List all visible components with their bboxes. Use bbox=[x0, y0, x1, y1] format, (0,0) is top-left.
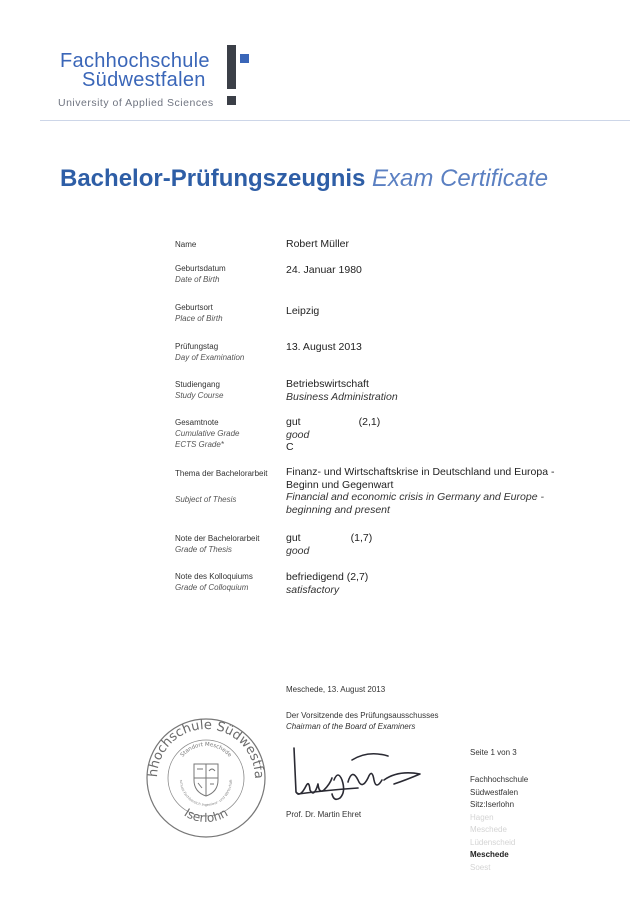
seal-ring-text: schuss Fachbereich Ingenieur- und Wirtschaft bbox=[178, 779, 234, 808]
label-name: Name bbox=[175, 240, 197, 249]
page-title bbox=[60, 165, 548, 193]
location-active: Meschede bbox=[470, 850, 509, 859]
label-ects-grade: ECTS Grade* bbox=[175, 440, 224, 449]
label-colloquium-grade-de: Note des Kolloquiums bbox=[175, 572, 253, 581]
institution-line-1: Fachhochschule bbox=[470, 775, 529, 784]
location-hagen: Hagen bbox=[470, 812, 494, 822]
location-luedenscheid: Lüdenscheid bbox=[470, 837, 516, 847]
label-thesis-topic-en-wrap bbox=[175, 494, 236, 505]
logo-line-2: Südwestfalen bbox=[82, 69, 206, 91]
value-thesis-topic-de-2: Beginn und Gegenwart bbox=[286, 478, 394, 491]
official-seal bbox=[144, 716, 268, 845]
institution-seat: Sitz:Iserlohn bbox=[470, 800, 515, 809]
value-course-de: Betriebswirtschaft bbox=[286, 378, 369, 390]
place-date: Meschede, 13. August 2013 bbox=[286, 685, 386, 694]
handwritten-signature bbox=[288, 740, 428, 809]
signatory-role-de: Der Vorsitzende des Prüfungsausschusses bbox=[286, 711, 439, 720]
coat-of-arms-icon bbox=[194, 764, 218, 796]
value-name: Robert Müller bbox=[286, 238, 350, 250]
seal-inner-text: Standort Meschede bbox=[179, 741, 233, 759]
signatory-role bbox=[286, 710, 439, 732]
label-thesis-grade bbox=[175, 533, 260, 555]
value-thesis-grade-en: good bbox=[286, 544, 310, 557]
location-soest: Soest bbox=[470, 862, 491, 872]
value-thesis-topic bbox=[286, 466, 554, 516]
value-colloquium-grade-en: satisfactory bbox=[286, 583, 340, 596]
value-course-en: Business Administration bbox=[286, 390, 398, 403]
value-thesis-topic-de-1: Finanz- und Wirtschaftskrise in Deutschland und Europa - bbox=[286, 466, 555, 478]
value-birth-place: Leipzig bbox=[286, 305, 320, 317]
label-colloquium-grade-en: Grade of Colloquium bbox=[175, 583, 249, 592]
label-birth-date-de: Geburtsdatum bbox=[175, 264, 226, 273]
label-birth-place-en: Place of Birth bbox=[175, 314, 223, 323]
label-overall-grade bbox=[175, 417, 239, 450]
logo-line-1: Fachhochschule bbox=[60, 50, 210, 72]
page-number: Seite 1 von 3 bbox=[470, 748, 517, 757]
value-exam-day: 13. August 2013 bbox=[286, 341, 362, 353]
label-exam-day-en: Day of Examination bbox=[175, 353, 245, 362]
seal-outer-text: hhochschule Südwestfa bbox=[145, 717, 267, 780]
label-birth-place-de: Geburtsort bbox=[175, 303, 213, 312]
header-divider bbox=[40, 120, 630, 121]
value-ects-grade: C bbox=[286, 441, 294, 453]
value-course bbox=[286, 378, 398, 403]
signatory-name: Prof. Dr. Martin Ehret bbox=[286, 810, 362, 819]
label-thesis-grade-de: Note der Bachelorarbeit bbox=[175, 534, 260, 543]
svg-text:Iserlohn bbox=[182, 806, 230, 826]
label-course-de: Studiengang bbox=[175, 380, 220, 389]
value-overall-grade bbox=[286, 416, 380, 454]
label-overall-grade-de: Gesamtnote bbox=[175, 418, 219, 427]
logo-square-dark bbox=[227, 96, 236, 105]
logo-subtitle: University of Applied Sciences bbox=[58, 97, 214, 109]
label-overall-grade-en: Cumulative Grade bbox=[175, 429, 240, 438]
seal-bottom-text: Iserlohn bbox=[181, 805, 231, 826]
label-course bbox=[175, 379, 223, 401]
value-colloquium-grade bbox=[286, 571, 368, 596]
label-colloquium-grade bbox=[175, 571, 253, 593]
value-thesis-topic-en-1: Financial and economic crisis in Germany and Europe - bbox=[286, 491, 544, 503]
label-exam-day bbox=[175, 341, 244, 363]
label-birth-date bbox=[175, 263, 226, 285]
institution-line-2: Südwestfalen bbox=[470, 787, 519, 797]
value-thesis-topic-en-2: beginning and present bbox=[286, 503, 390, 516]
value-overall-grade-en: good bbox=[286, 428, 310, 441]
logo-square-blue bbox=[240, 54, 249, 63]
value-colloquium-grade-de: befriedigend (2,7) bbox=[286, 571, 369, 583]
label-thesis-topic-de: Thema der Bachelorarbeit bbox=[175, 469, 268, 478]
institution-info bbox=[470, 774, 528, 874]
value-thesis-grade bbox=[286, 532, 372, 557]
label-birth-place bbox=[175, 302, 223, 324]
title-english: Exam Certificate bbox=[372, 165, 549, 192]
label-course-en: Study Course bbox=[175, 391, 224, 400]
signatory-role-en: Chairman of the Board of Examiners bbox=[286, 722, 416, 731]
value-overall-grade-num: (2,1) bbox=[358, 416, 381, 428]
value-thesis-grade-num: (1,7) bbox=[350, 532, 373, 544]
label-exam-day-de: Prüfungstag bbox=[175, 342, 219, 351]
value-birth-date: 24. Januar 1980 bbox=[286, 264, 362, 276]
value-thesis-grade-de: gut bbox=[286, 532, 301, 544]
title-german: Bachelor-Prüfungszeugnis bbox=[60, 165, 366, 192]
logo-bar-mark bbox=[227, 45, 236, 89]
value-overall-grade-de: gut bbox=[286, 416, 301, 428]
location-meschede-faint: Meschede bbox=[470, 825, 507, 834]
label-thesis-grade-en: Grade of Thesis bbox=[175, 545, 232, 554]
label-thesis-topic-en: Subject of Thesis bbox=[175, 495, 237, 504]
label-birth-date-en: Date of Birth bbox=[175, 275, 220, 284]
